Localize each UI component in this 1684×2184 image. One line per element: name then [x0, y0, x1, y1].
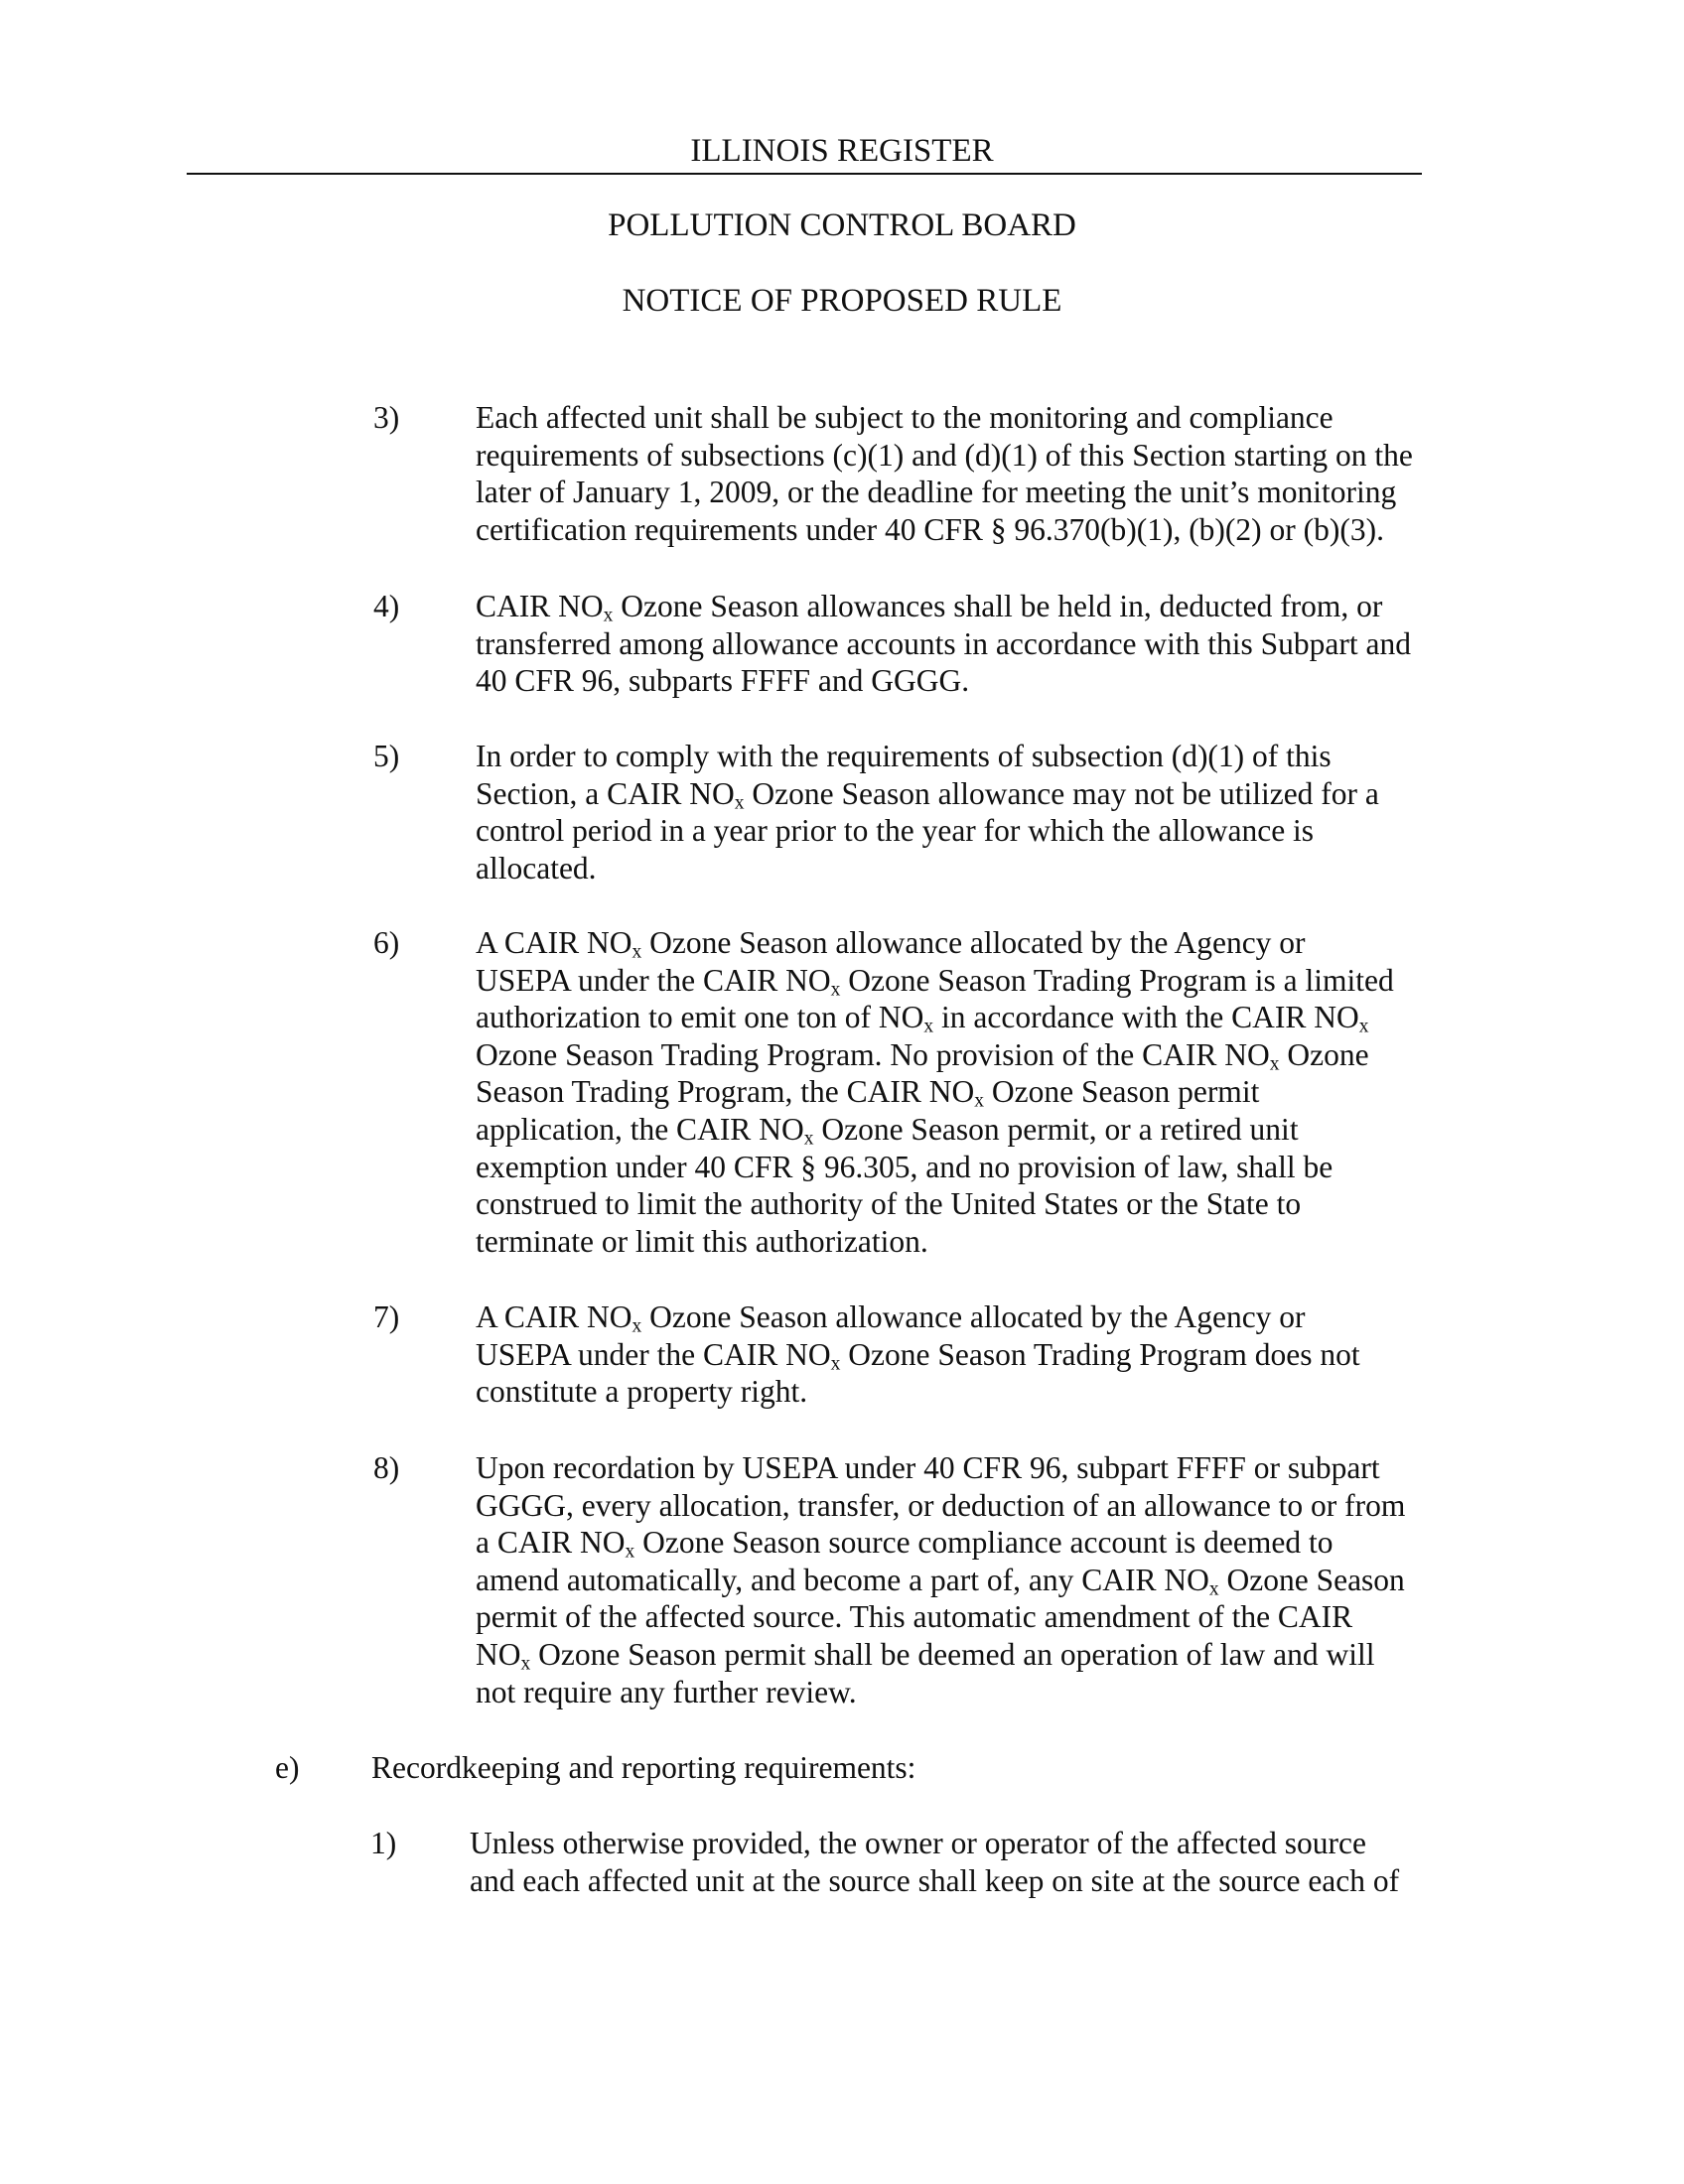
item-number: 7)	[373, 1299, 400, 1334]
notice-title: NOTICE OF PROPOSED RULE	[622, 283, 1062, 319]
text-line: later of January 1, 2009, or the deadline for meeting the unit’s monitoring	[476, 475, 1397, 510]
text-line: Upon recordation by USEPA under 40 CFR 96, subpart FFFF or subpart	[476, 1450, 1380, 1485]
item-text	[476, 399, 1413, 548]
text-line: In order to comply with the requirements of subsection (d)(1) of this	[476, 739, 1332, 773]
text-line: $NO_x$ Ozone Season permit shall be deemed an operation of law and will	[476, 1636, 1375, 1675]
item-number: 1)	[370, 1826, 397, 1860]
item-number: 6)	[373, 925, 400, 960]
item-text	[470, 1825, 1399, 1899]
text-line: control period in a year prior to the year for which the allowance is	[476, 813, 1315, 849]
text-line: exemption under 40 CFR § 96.305, and no provision of law, shall be	[476, 1149, 1333, 1184]
register-title: ILLINOIS REGISTER	[690, 133, 994, 169]
item-text	[476, 1449, 1405, 1710]
text-line: transferred among allowance accounts in accordance with this Subpart and	[476, 625, 1412, 661]
item-text	[476, 924, 1394, 1260]
section-heading: Recordkeeping and reporting requirements:	[371, 1750, 916, 1785]
text-line: and each affected unit at the source shall keep on site at the source each of	[470, 1862, 1400, 1898]
text-line: GGGG, every allocation, transfer, or deduction of an allowance to or from	[476, 1487, 1406, 1523]
item-number: 8)	[373, 1450, 400, 1485]
text-line: Each affected unit shall be subject to the monitoring and compliance	[476, 400, 1333, 435]
text-line: authorization to emit one ton of $NO_x$ in accordance with the CAIR $NO_x$	[476, 1000, 1369, 1037]
text-line: USEPA under the CAIR $NO_x$ Ozone Season Trading Program does not	[476, 1336, 1360, 1374]
item-number: 3)	[373, 400, 400, 435]
text-line: certification requirements under 40 CFR § 96.370(b)(1), (b)(2) or (b)(3).	[476, 511, 1384, 547]
text-line: constitute a property right.	[476, 1374, 808, 1410]
header-rule	[187, 173, 1422, 175]
text-line: Ozone Season Trading Program. No provision of the CAIR $NO_x$ Ozone	[476, 1036, 1369, 1075]
item-text	[476, 738, 1379, 887]
text-line: A CAIR $NO_x$ Ozone Season allowance allocated by the Agency or	[476, 1299, 1306, 1337]
text-line: construed to limit the authority of the United States or the State to	[476, 1186, 1302, 1222]
item-number: 4)	[373, 589, 400, 623]
text-line: Season Trading Program, the CAIR $NO_x$ Ozone Season permit	[476, 1074, 1260, 1112]
text-line: terminate or limit this authorization.	[476, 1223, 928, 1259]
text-line: USEPA under the CAIR $NO_x$ Ozone Season Trading Program is a limited	[476, 962, 1394, 1000]
text-line: CAIR $NO_x$ Ozone Season allowances shall be held in, deducted from, or	[476, 589, 1383, 626]
text-line: amend automatically, and become a part of, any CAIR $NO_x$ Ozone Season	[476, 1562, 1405, 1600]
text-line: Section, a CAIR $NO_x$ Ozone Season allowance may not be utilized for a	[476, 775, 1379, 813]
text-line: requirements of subsections (c)(1) and (d)(1) of this Section starting on the	[476, 437, 1413, 473]
text-line: allocated.	[476, 850, 597, 886]
text-line: A CAIR $NO_x$ Ozone Season allowance allocated by the Agency or	[476, 925, 1306, 963]
text-line: a CAIR $NO_x$ Ozone Season source compliance account is deemed to	[476, 1525, 1333, 1563]
section-number: e)	[275, 1750, 300, 1785]
text-line: 40 CFR 96, subparts FFFF and GGGG.	[476, 663, 970, 699]
text-line: permit of the affected source. This automatic amendment of the CAIR	[476, 1599, 1353, 1635]
text-line: not require any further review.	[476, 1674, 857, 1709]
item-number: 5)	[373, 739, 400, 773]
board-title: POLLUTION CONTROL BOARD	[608, 207, 1076, 243]
item-text	[476, 1298, 1360, 1411]
item-text	[476, 588, 1411, 700]
text-line: application, the CAIR $NO_x$ Ozone Season permit, or a retired unit	[476, 1111, 1299, 1150]
text-line: Unless otherwise provided, the owner or operator of the affected source	[470, 1826, 1366, 1860]
